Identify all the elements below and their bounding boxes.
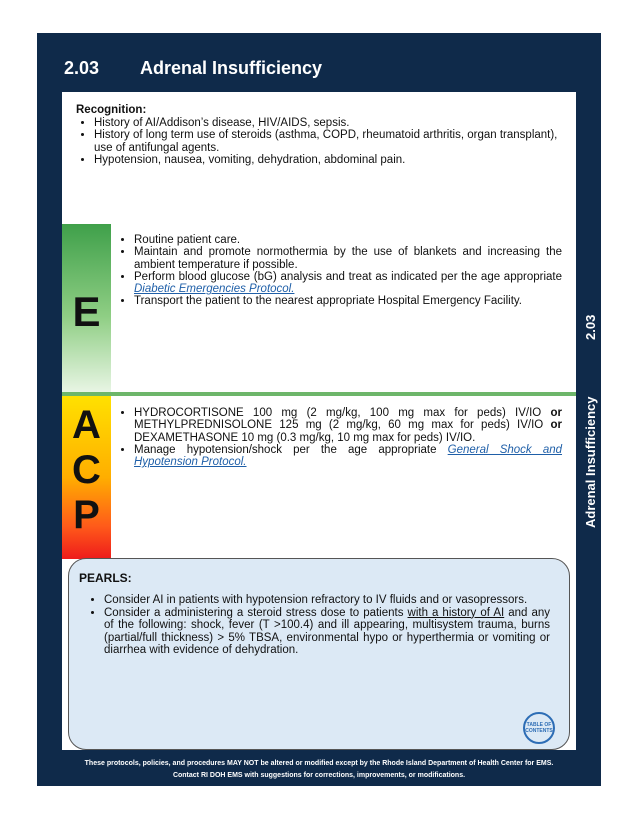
list-item bbox=[104, 607, 550, 657]
list-item bbox=[134, 271, 562, 296]
list-item: • Transport the patient to the nearest appropriate Hospital Emergency Facility. bbox=[134, 295, 562, 307]
recognition-heading: Recognition: bbox=[76, 104, 147, 116]
pearls-heading: PEARLS: bbox=[79, 571, 132, 585]
pearls-section bbox=[86, 594, 550, 657]
list-item: • Consider AI in patients with hypotension refractory to IV fluids and or vasopressors. bbox=[104, 594, 550, 607]
emt-level-letter: E bbox=[72, 288, 101, 335]
list-item: • Maintain and promote normothermia by the use of blankets and increasing the ambient temperature if possible. bbox=[134, 246, 562, 271]
list-item-text: Perform blood glucose (bG) analysis and treat as indicated per the age appropriate bbox=[134, 270, 562, 283]
table-of-contents-icon[interactable] bbox=[523, 712, 555, 744]
list-item: • Hypotension, nausea, vomiting, dehydration, abdominal pain. bbox=[94, 154, 566, 167]
list-item: • Routine patient care. bbox=[134, 234, 562, 246]
acp-section bbox=[116, 407, 562, 468]
list-item-text: Consider a administering a steroid stress dose to patients bbox=[104, 606, 408, 619]
list-item: • History of AI/Addison’s disease, HIV/AIDS, sepsis. bbox=[94, 117, 566, 130]
pearls-list bbox=[86, 594, 550, 657]
hydrocortisone-text: HYDROCORTISONE 100 mg (2 mg/kg, 100 mg max for peds) IV/IO bbox=[134, 407, 551, 419]
page-title: Adrenal Insufficiency bbox=[140, 58, 323, 78]
recognition-section bbox=[76, 104, 566, 167]
acp-letter-a: A bbox=[72, 403, 101, 447]
section-divider bbox=[62, 392, 576, 396]
list-item-text: Manage hypotension/shock per the age appropriate bbox=[134, 443, 448, 456]
methylprednisolone-text: METHYLPREDNISOLONE 125 mg (2 mg/kg, 60 mg max for peds) IV/IO bbox=[134, 419, 551, 432]
or-text: or bbox=[550, 407, 562, 419]
acp-letter-p: P bbox=[73, 493, 100, 537]
emt-list bbox=[116, 234, 562, 308]
list-item: • History of long term use of steroids (asthma, COPD, rheumatoid arthritis, organ transplant), use of antifungal agents. bbox=[94, 129, 566, 154]
footer-line-2: Contact RI DOH EMS with suggestions for corrections, improvements, or modifications. bbox=[172, 772, 466, 779]
side-protocol-title: Adrenal Insufficiency bbox=[583, 396, 598, 528]
dexamethasone-text: DEXAMETHASONE 10 mg (0.3 mg/kg, 10 mg max for peds) IV/IO. bbox=[134, 431, 476, 444]
list-item-text: and any of the following: shock, fever (T >100.4) and ill appearing, multisystem trauma, burns (partial/full thickness) > 5% TBSA, environmental hypo or hyperthermia or vomiting or diarrhea with evidence of dehydration. bbox=[104, 606, 550, 656]
or-text: or bbox=[550, 419, 562, 432]
footer-line-1: These protocols, policies, and procedures MAY NOT be altered or modified except by the Rhode Island Department of Health Center for EMS. bbox=[84, 760, 554, 767]
toc-label: TABLE OF CONTENTS bbox=[525, 722, 553, 734]
recognition-list bbox=[76, 117, 566, 167]
diabetic-protocol-link[interactable]: Diabetic Emergencies Protocol. bbox=[134, 283, 295, 296]
shock-protocol-link[interactable]: General Shock and Hypotension Protocol. bbox=[134, 443, 563, 469]
list-item bbox=[134, 407, 562, 444]
acp-list bbox=[116, 407, 562, 468]
acp-letter-c: C bbox=[72, 448, 101, 492]
side-protocol-number: 2.03 bbox=[583, 314, 598, 340]
underlined-text: with a history of AI bbox=[407, 606, 505, 619]
emt-section bbox=[116, 234, 562, 308]
list-item bbox=[134, 444, 562, 469]
protocol-number: 2.03 bbox=[64, 58, 100, 78]
